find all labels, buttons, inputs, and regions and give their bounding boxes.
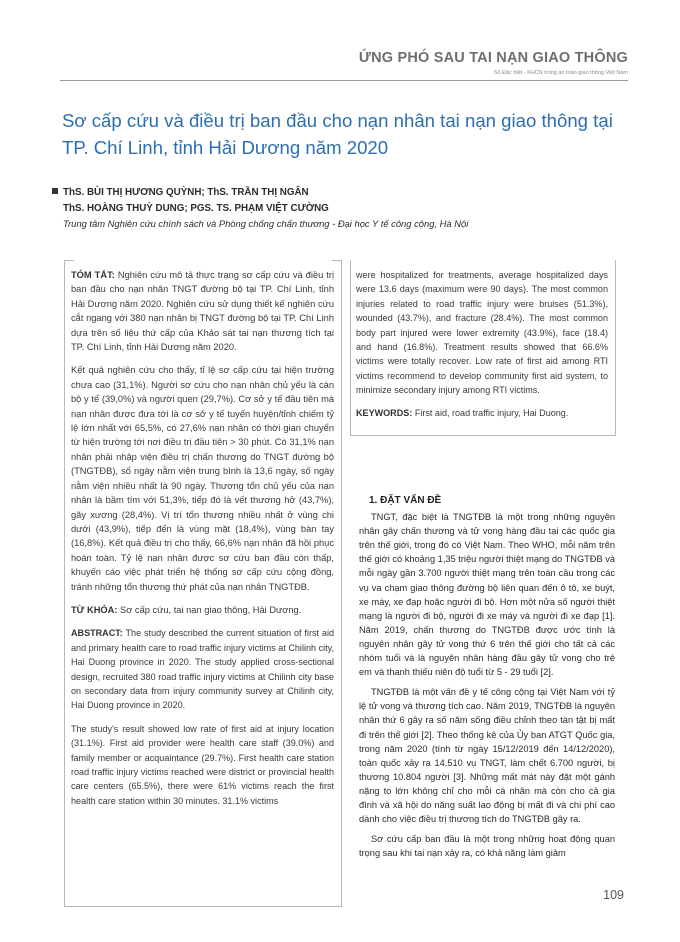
keywords-en: KEYWORDS: First aid, road traffic injury, Hai Duong. — [356, 407, 569, 418]
institution: Trung tâm Nghiên cứu chính sách và Phòng chống chấn thương - Đại học Y tế công cộng, Hà Nội — [63, 218, 469, 229]
author-block — [52, 185, 622, 232]
abstract-en-p1: ABSTRACT: The study described the current situation of first aid and primary health care to road traffic injury victims at Chilinh city, Hai Duong province in 2020. The study applied cross-sectional design, recruited 380 road traffic injury victims at Chilinh city base on secondary data from injury community survey at Chilinh city, Hai Duong province in 2020. — [71, 628, 334, 711]
authors-line-2: ThS. HOÀNG THUỲ DUNG; PGS. TS. PHẠM VIỆT CƯỜNG — [63, 202, 329, 214]
body-paragraph: TNGTĐB là một vấn đề y tế công cộng tại Việt Nam với tỷ lệ tử vong và thương tích cao. Năm 2019, TNGTĐB là nguyên nhân thứ 6 gây ra số năm sống điều chỉnh theo tàn tật bị mất đi trên thế giới [2]. Theo thống kê của Ủy ban ATGT Quốc gia, trong năm 2020 (tính từ ngày 15/12/2019 đến 14/12/2020), toàn quốc xảy ra 14.510 vụ TNGT, làm chết 6.700 người, bị thương 10.804 người [3]. Những mất mát này đặt một gánh nặng to lớn không chỉ cho mỗi cá nhân mà còn cho cả gia đình và xã hội do năng suất lao động bị mất đi và chi phí cao dành cho việc điều trị thương tích do TNGTĐB gây ra. — [359, 687, 615, 825]
body-paragraph: Sơ cứu cấp ban đầu là một trong những hoạt động quan trọng sau khi tai nạn xảy ra, có khả năng làm giảm — [359, 834, 615, 859]
page-number: 109 — [603, 888, 624, 902]
abstract-vi-p2: Kết quả nghiên cứu cho thấy, tỉ lệ sơ cấp cứu tại hiện trường chưa cao (31,1%). Người sơ cứu cho nạn nhân chủ yếu là cán bộ y tế (39,0%) và người quen (29,7%). Cơ sở y tế đầu tiên mà nạn nhân được đưa tới là cơ sở y tế tuyến huyện/tỉnh chiếm tỷ lệ lớn nhất với 65,5%, có 27,6% nạn nhân có thời gian chuyển từ hiện trường tới nơi điều trị đầu tiên > 30 phút. Có 31,1% nạn nhân phải nhập viện điều trị chấn thương do TNGT đường bộ (TNGTĐB), số ngày nằm viện trung bình là 13,6 ngày, số ngày nằm viện nhiều nhất là 90 ngày. Thương tổn chủ yếu của nạn nhân là bầm tím với 51,3%, tiếp đó là vết thương hở (43,7%), gãy xương (28,4%). Vị trí tổn thương nhiều nhất ở vùng chi dưới (43,9%), tiếp đến là vùng mặt (18,4%), vùng bàn tay (16,8%). Kết quả điều trị cho thấy, 66,6% nạn nhân đã hồi phục hoàn toàn. Tỷ lệ nạn nhân được sơ cứu ban đầu còn thấp, khuyến cáo việc phát triển hệ thống sơ cấp cứu cộng đồng, tránh những tổn thương thứ phát của nạn nhân TNGTĐB. — [71, 365, 334, 592]
abstract-en-p2-right: were hospitalized for treatments, average hospitalized days were 13.6 days (maximum were 90 days). The most common injuries related to road traffic injury were bruises (51.3%), wounded (43.7%), and fracture (28.4%). The most common body part injured were lower extremity (43.9%), face (18.4) and hand (16.8%). Treatment results showed that 66.6% victims were totally recover. Low rate of first aid among RTI victims recommend to develop community first aid system, to minimize secondary injury among RTI victims. — [356, 270, 608, 396]
header-divider — [60, 80, 628, 81]
authors-line-1: ThS. BÙI THỊ HƯƠNG QUỲNH; ThS. TRẦN THỊ NGÂN — [52, 185, 622, 201]
section-header: ỨNG PHÓ SAU TAI NẠN GIAO THÔNG — [358, 50, 628, 66]
abstract-left-column — [71, 268, 334, 817]
journal-subtitle: Số Đặc biệt - KHCN trong an toàn giao thông Việt Nam — [493, 70, 628, 76]
body-paragraph: TNGT, đặc biệt là TNGTĐB là một trong những nguyên nhân gây chấn thương và tử vong hàng đầu tại các quốc gia trên thế giới, trong đó có Việt Nam. Theo WHO, mỗi năm trên thế giới có khoảng 1,35 triệu người thiệt mạng do TNGTĐB và mỗi ngày gần 3.700 người thiệt mạng trên toàn cầu trong các vụ va chạm giao thông đường bộ liên quan đến ô tô, xe buýt, xe máy, xe đạp hoặc người đi bộ. Hơn một nửa số người thiệt mạng là người đi bộ, người đi xe máy và người đi xe đạp [1]. Năm 2019, chấn thương do TNGTĐB được ước tính là nguyên nhân gây tử vong thứ 6 trên thế giới cho tất cả các nhóm tuổi và là nguyên nhân hàng đầu gây tử vong cho trẻ em và thanh thiếu niên độ tuổi từ 5 - 29 tuổi [2]. — [359, 512, 615, 678]
keywords-vi: TỪ KHÓA: Sơ cấp cứu, tai nạn giao thông, Hải Dương. — [71, 604, 302, 615]
abstract-vi-p1: TÓM TẮT: Nghiên cứu mô tả thực trạng sơ cấp cứu và điều trị ban đầu cho nạn nhân TNGT đường bộ tại TP. Chí Linh, tỉnh Hải Dương năm 2020. Nghiên cứu sử dụng thiết kế nghiên cứu cắt ngang với 380 nạn nhân bị TNGT đường bộ tại TP. Chí Linh dựa trên số liệu thứ cấp của Khảo sát tai nạn thương tích tại TP. Chí Linh, tỉnh Hải Dương năm 2020. — [71, 270, 335, 353]
article-title: Sơ cấp cứu và điều trị ban đầu cho nạn nhân tai nạn giao thông tại TP. Chí Linh, tỉnh Hải Dương năm 2020 — [62, 110, 613, 158]
section-1 — [359, 494, 615, 866]
abstract-right-column — [356, 268, 608, 428]
bullet-icon — [52, 188, 58, 194]
section-heading: 1. ĐẶT VẤN ĐỀ — [369, 495, 442, 506]
abstract-en-p2-left: The study's result showed low rate of first aid at injury location (31.1%). First aid provider were health care staff (39.0%) and family member or acquaintance (29.7%). First health care station road traffic injury victims reached were district or provincial health care centers (65.5%), there were 61% victims reach the first health care station within 30 minutes. 31.1% victims — [71, 723, 334, 806]
